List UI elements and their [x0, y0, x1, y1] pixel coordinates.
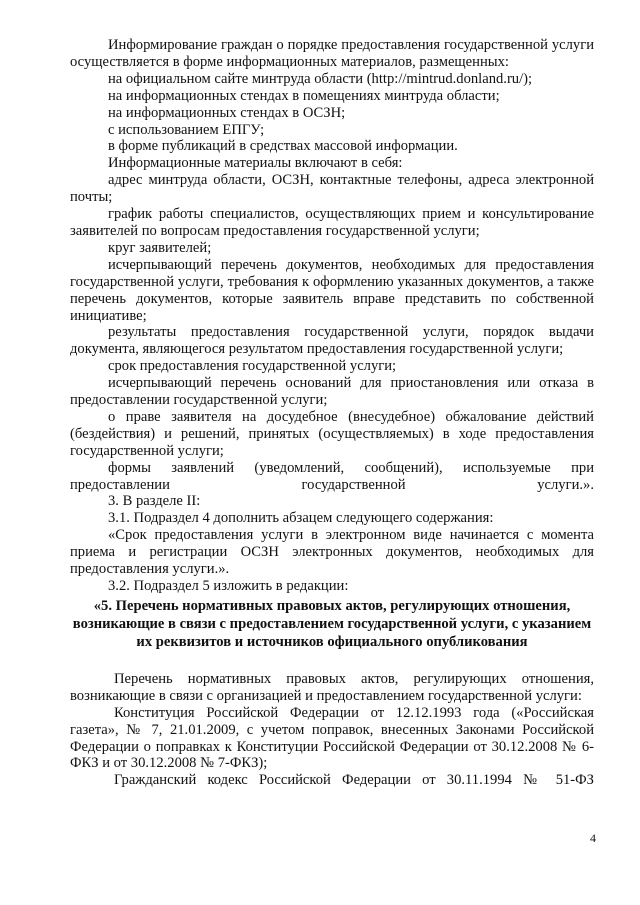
spacer [70, 651, 594, 671]
paragraph: круг заявителей; [108, 239, 212, 256]
paragraph: 3.1. Подраздел 4 дополнить абзацем следующего содержания: [108, 510, 494, 527]
paragraph: исчерпывающий перечень оснований для приостановления или отказа в предоставлении государственной услуги; [70, 375, 594, 409]
paragraph: «Срок предоставления услуги в электронном виде начинается с момента приема и регистрации ОСЗН электронных документов, необходимых для предоставления услуги.». [70, 527, 594, 578]
paragraph: срок предоставления государственной услуги; [108, 358, 397, 375]
paragraph: в форме публикаций в средствах массовой информации. [108, 138, 458, 155]
paragraph: Информационные материалы включают в себя: [108, 155, 403, 172]
paragraph: Конституция Российской Федерации от 12.12.1993 года («Российская газета», № 7, 21.01.2009, с учетом поправок, внесенных Законами Российской Федерации о поправках к Конституции Российской Федерации от 30.12.2008 № 6-ФКЗ и от 30.12.2008 № 7-ФКЗ); [70, 704, 594, 772]
paragraph: 3. В разделе II: [108, 493, 201, 510]
paragraph: Перечень нормативных правовых актов, регулирующих отношения, возникающие в связи с организацией и предоставлением государственной услуги: [70, 670, 594, 704]
paragraph: на официальном сайте минтруда области (http://mintrud.donland.ru/); [108, 70, 533, 87]
paragraph: Гражданский кодекс Российской Федерации от 30.11.1994 № 51-ФЗ [114, 772, 594, 789]
paragraph: исчерпывающий перечень документов, необходимых для предоставления государственной услуги, требования к оформлению указанных документов, а также перечень документов, которые заявитель вправе представить по собственной инициативе; [70, 256, 594, 324]
page-number: 4 [590, 831, 596, 845]
paragraph: на информационных стендах в помещениях минтруда области; [108, 87, 500, 104]
section-heading: «5. Перечень нормативных правовых актов, регулирующих отношения, возникающие в связи с предоставлением государственной услуги, с указанием их реквизитов и источников официального опубликования [72, 597, 592, 650]
paragraph: адрес минтруда области, ОСЗН, контактные телефоны, адреса электронной почты; [70, 172, 594, 206]
paragraph: формы заявлений (уведомлений, сообщений), используемые при предоставлении государственной услуги.». [70, 459, 594, 493]
paragraph: результаты предоставления государственной услуги, порядок выдачи документа, являющегося результатом предоставления государственной услуги; [70, 324, 594, 358]
document-body [70, 37, 594, 789]
paragraph: график работы специалистов, осуществляющих прием и консультирование заявителей по вопросам предоставления государственной услуги; [70, 206, 594, 239]
paragraph: 3.2. Подраздел 5 изложить в редакции: [108, 578, 349, 594]
paragraph: с использованием ЕПГУ; [108, 121, 265, 138]
paragraph: о праве заявителя на досудебное (внесудебное) обжалование действий (бездействия) и решений, принятых (осуществляемых) в ходе предоставления государственной услуги; [70, 408, 594, 459]
paragraph: на информационных стендах в ОСЗН; [108, 104, 346, 121]
paragraph: Информирование граждан о порядке предоставления государственной услуги осуществляется в форме информационных материалов, размещенных: [70, 37, 594, 70]
